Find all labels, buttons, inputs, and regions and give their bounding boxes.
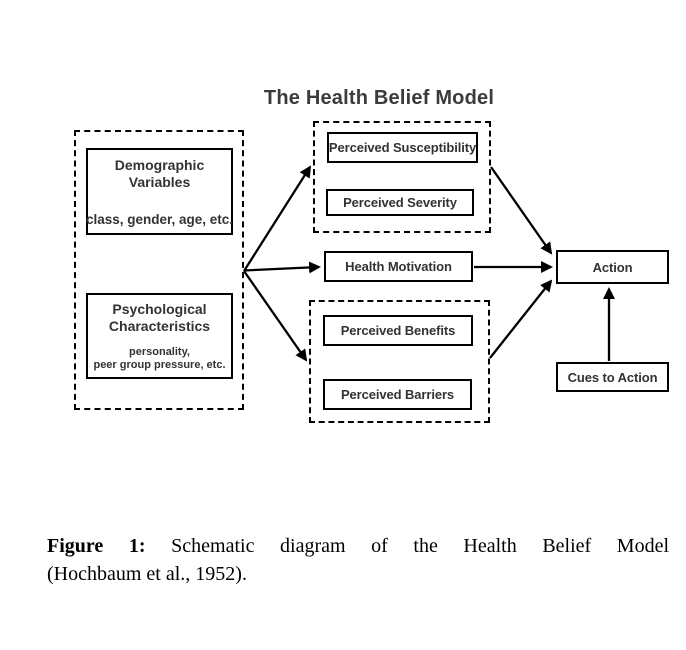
psychological-detail-line2: peer group pressure, etc. [93, 359, 226, 371]
caption-line-2 [47, 560, 669, 588]
arrow-left-to-motivation [244, 267, 319, 271]
perceived-benefits-label: Perceived Benefits [340, 323, 456, 338]
cues-to-action-label: Cues to Action [567, 369, 658, 385]
perceived-benefits-box [323, 315, 473, 346]
psychological-detail-line1: personality, [129, 346, 190, 358]
perceived-severity-box [326, 189, 474, 216]
psychological-characteristics-label: Psychological Characteristics [108, 301, 211, 334]
cues-to-action-box [556, 362, 669, 392]
demographic-variables-label: Demographic Variables [114, 157, 205, 190]
arrow-left-to-benefit-group [244, 271, 306, 360]
diagram-title: The Health Belief Model [263, 87, 495, 109]
arrow-benefit-to-action [490, 281, 551, 358]
caption-line2-text: (Hochbaum et al., 1952). [47, 563, 247, 585]
perceived-barriers-label: Perceived Barriers [340, 387, 455, 402]
health-motivation-label: Health Motivation [345, 259, 452, 274]
caption-figure-label: Figure 1: [47, 535, 146, 557]
perceived-susceptibility-label: Perceived Susceptibility [328, 140, 477, 155]
health-motivation-box [324, 251, 473, 282]
caption-line1-text: Schematic diagram of the Health Belief Model [171, 535, 669, 557]
perceived-barriers-box [323, 379, 472, 410]
caption-line-1 [47, 532, 669, 560]
action-label: Action [592, 259, 633, 275]
demographic-variables-detail: class, gender, age, etc. [85, 212, 234, 227]
psychological-characteristics-box [86, 293, 233, 379]
perceived-susceptibility-box [327, 132, 478, 163]
demographic-variables-box [86, 148, 233, 235]
figure-caption [47, 532, 669, 588]
arrow-threat-to-action [491, 167, 551, 253]
arrow-left-to-threat-group [244, 167, 310, 271]
psychological-characteristics-detail [93, 346, 225, 372]
action-box [556, 250, 669, 284]
perceived-severity-label: Perceived Severity [343, 195, 457, 210]
